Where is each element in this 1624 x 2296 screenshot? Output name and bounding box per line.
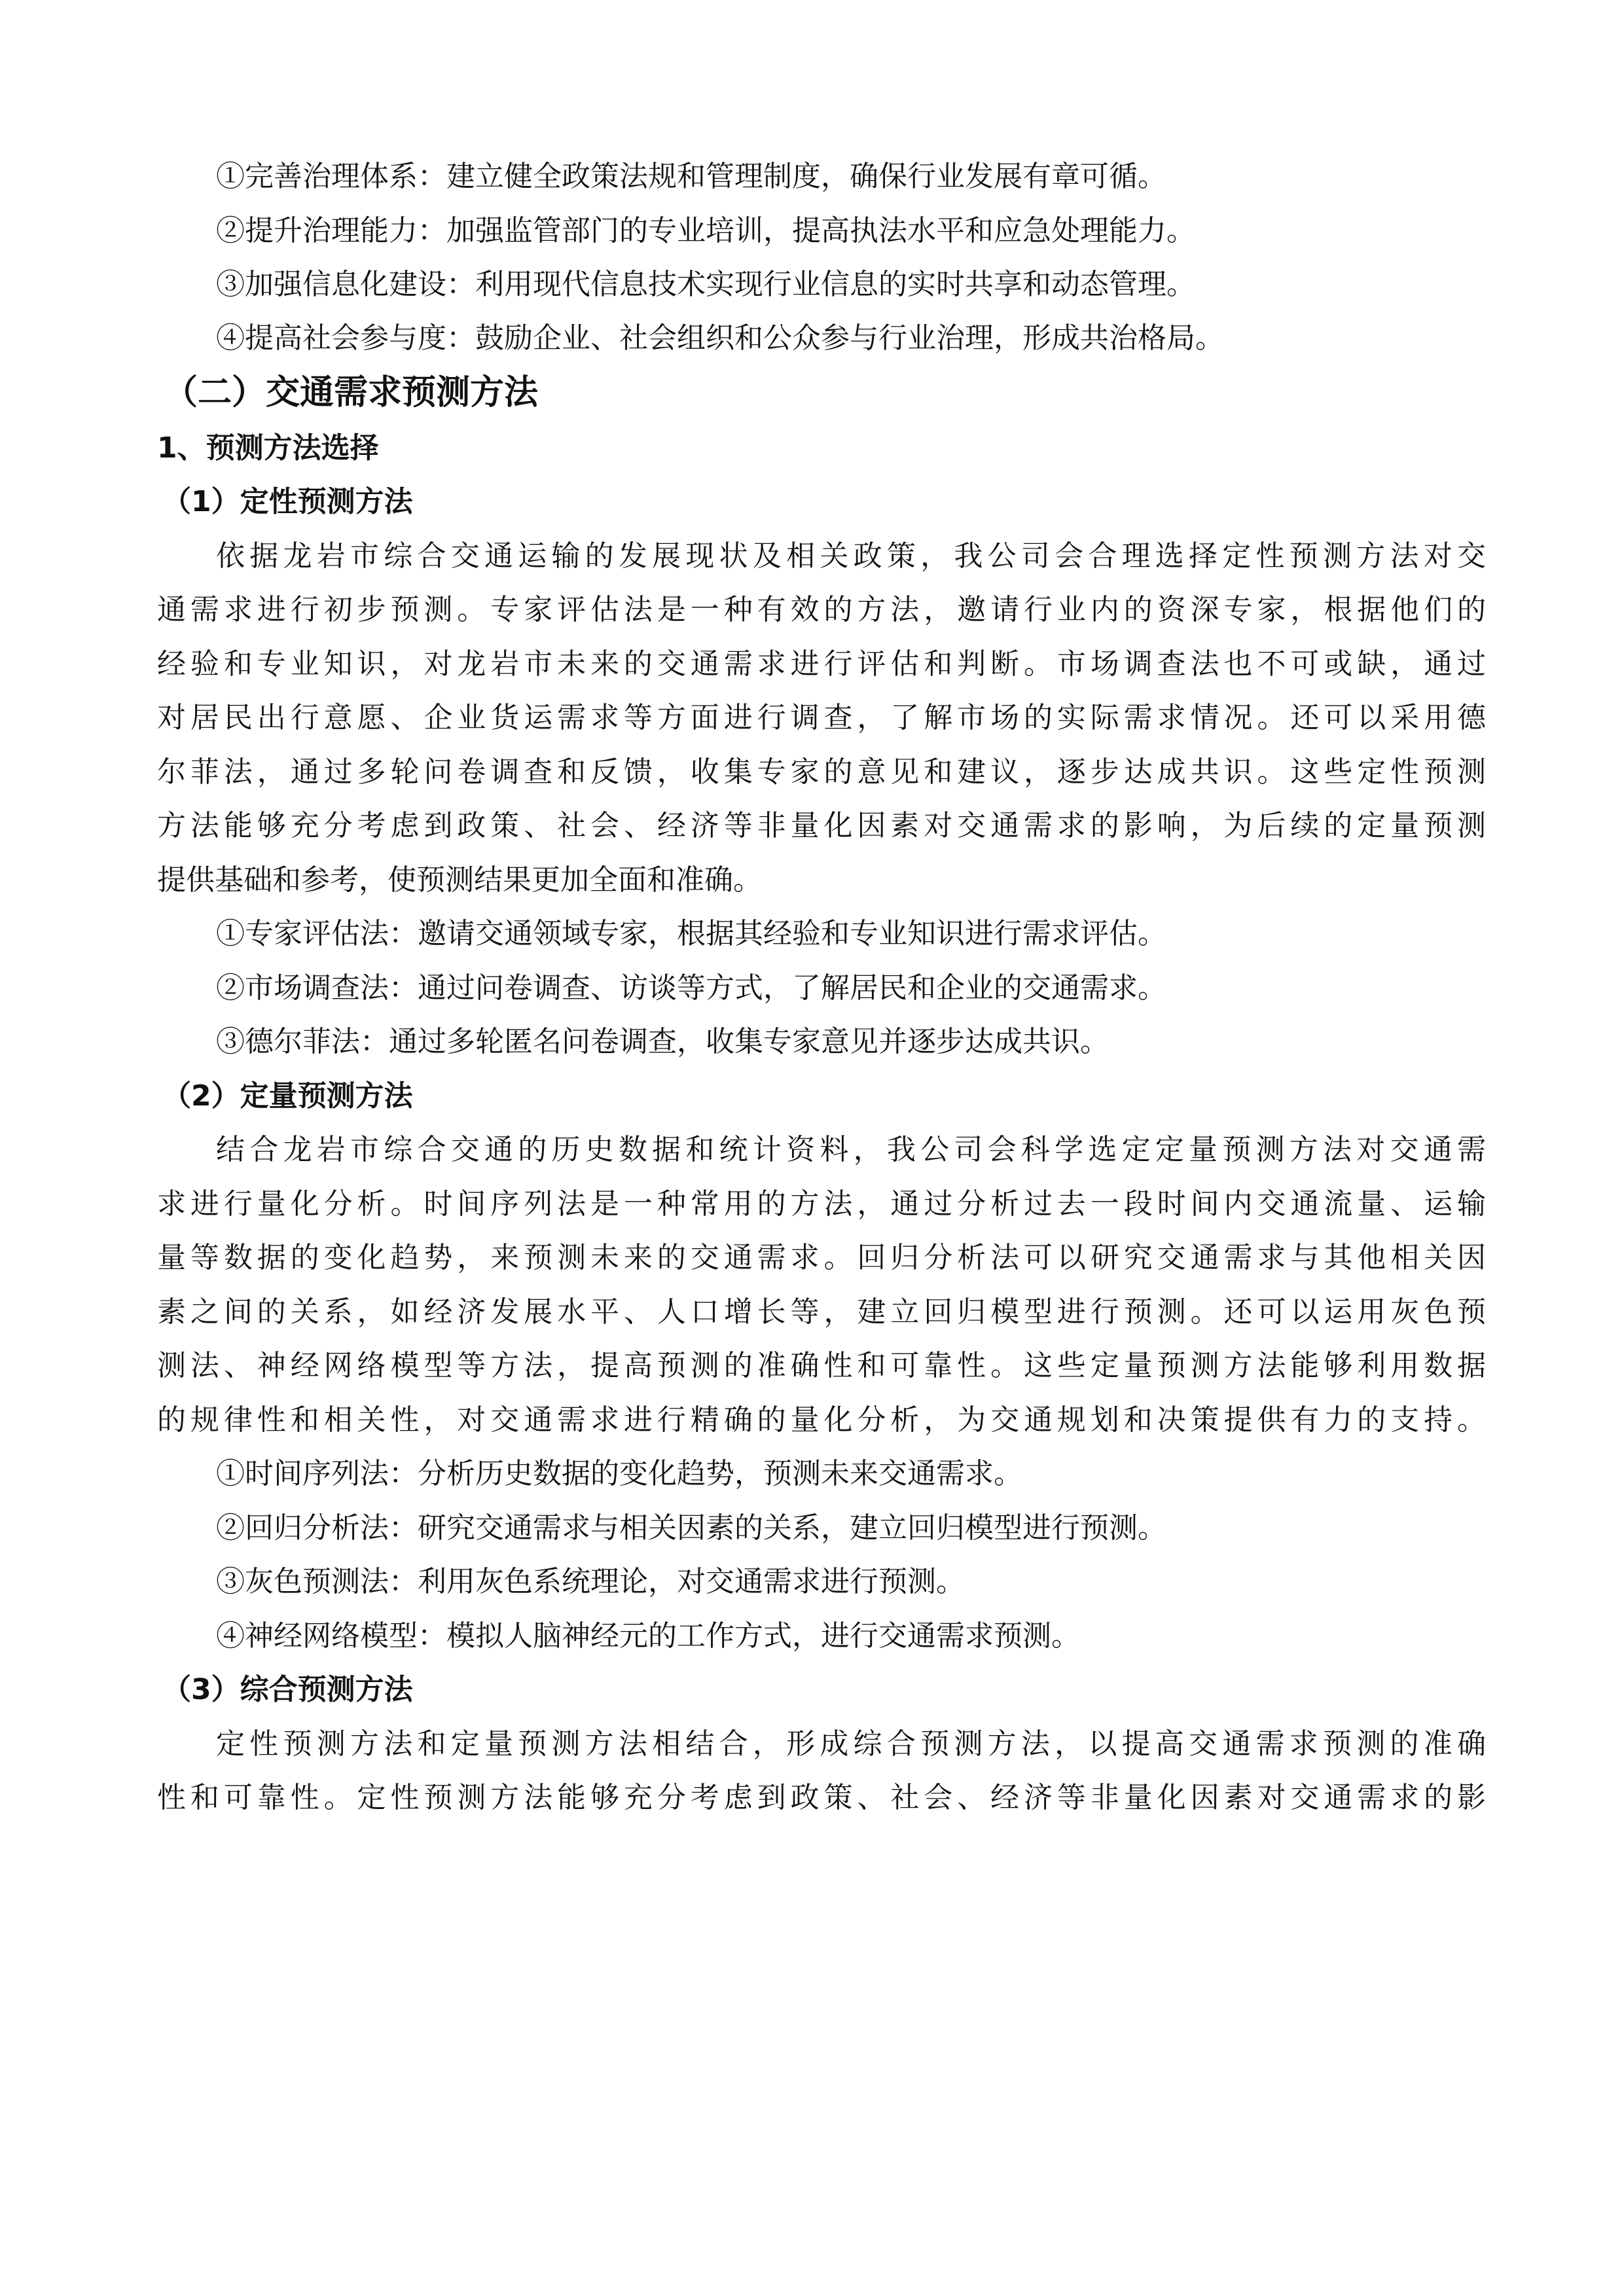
quantitative-line-4: 素之间的关系，如经济发展水平、人口增长等，建立回归模型进行预测。还可以运用灰色预 <box>157 1295 1486 1329</box>
qualitative-line-6: 方法能够充分考虑到政策、社会、经济等非量化因素对交通需求的影响，为后续的定量预测 <box>157 809 1486 842</box>
qualitative-line-5: 尔菲法，通过多轮问卷调查和反馈，收集专家的意见和建议，逐步达成共识。这些定性预测 <box>157 755 1486 789</box>
comprehensive-heading: （3）综合预测方法 <box>162 1673 413 1706</box>
quantitative-item-1: ①时间序列法：分析历史数据的变化趋势，预测未来交通需求。 <box>216 1457 1022 1490</box>
subsection-title: 1、预测方法选择 <box>157 431 379 465</box>
qualitative-line-3: 经验和专业知识，对龙岩市未来的交通需求进行评估和判断。市场调查法也不可或缺，通过 <box>157 647 1486 681</box>
qualitative-item-3: ③德尔菲法：通过多轮匿名问卷调查，收集专家意见并逐步达成共识。 <box>216 1025 1109 1058</box>
section-title: （二）交通需求预测方法 <box>164 373 539 412</box>
qualitative-line-2: 通需求进行初步预测。专家评估法是一种有效的方法，邀请行业内的资深专家，根据他们的 <box>157 593 1486 626</box>
quantitative-line-6: 的规律性和相关性，对交通需求进行精确的量化分析，为交通规划和决策提供有力的支持。 <box>157 1403 1486 1437</box>
governance-item-4: ④提高社会参与度：鼓励企业、社会组织和公众参与行业治理，形成共治格局。 <box>216 321 1224 355</box>
quantitative-line-1: 结合龙岩市综合交通的历史数据和统计资料，我公司会科学选定定量预测方法对交通需 <box>216 1133 1486 1166</box>
quantitative-heading: （2）定量预测方法 <box>162 1079 413 1113</box>
quantitative-line-5: 测法、神经网络模型等方法，提高预测的准确性和可靠性。这些定量预测方法能够利用数据 <box>157 1349 1486 1382</box>
quantitative-item-4: ④神经网络模型：模拟人脑神经元的工作方式，进行交通需求预测。 <box>216 1619 1080 1653</box>
governance-item-3: ③加强信息化建设：利用现代信息技术实现行业信息的实时共享和动态管理。 <box>216 268 1195 301</box>
qualitative-heading: （1）定性预测方法 <box>162 485 413 518</box>
qualitative-item-2: ②市场调查法：通过问卷调查、访谈等方式，了解居民和企业的交通需求。 <box>216 971 1166 1005</box>
quantitative-item-3: ③灰色预测法：利用灰色系统理论，对交通需求进行预测。 <box>216 1565 965 1598</box>
qualitative-item-1: ①专家评估法：邀请交通领域专家，根据其经验和专业知识进行需求评估。 <box>216 917 1166 950</box>
qualitative-line-4: 对居民出行意愿、企业货运需求等方面进行调查，了解市场的实际需求情况。还可以采用德 <box>157 701 1486 734</box>
comprehensive-line-2: 性和可靠性。定性预测方法能够充分考虑到政策、社会、经济等非量化因素对交通需求的影 <box>157 1781 1486 1814</box>
quantitative-item-2: ②回归分析法：研究交通需求与相关因素的关系，建立回归模型进行预测。 <box>216 1511 1166 1545</box>
quantitative-line-2: 求进行量化分析。时间序列法是一种常用的方法，通过分析过去一段时间内交通流量、运输 <box>157 1187 1486 1221</box>
governance-item-1: ①完善治理体系：建立健全政策法规和管理制度，确保行业发展有章可循。 <box>216 160 1166 193</box>
quantitative-line-3: 量等数据的变化趋势，来预测未来的交通需求。回归分析法可以研究交通需求与其他相关因 <box>157 1241 1486 1274</box>
qualitative-line-7: 提供基础和参考，使预测结果更加全面和准确。 <box>157 863 762 897</box>
comprehensive-line-1: 定性预测方法和定量预测方法相结合，形成综合预测方法，以提高交通需求预测的准确 <box>216 1727 1486 1761</box>
governance-item-2: ②提升治理能力：加强监管部门的专业培训，提高执法水平和应急处理能力。 <box>216 214 1195 247</box>
qualitative-line-1: 依据龙岩市综合交通运输的发展现状及相关政策，我公司会合理选择定性预测方法对交 <box>216 539 1486 573</box>
